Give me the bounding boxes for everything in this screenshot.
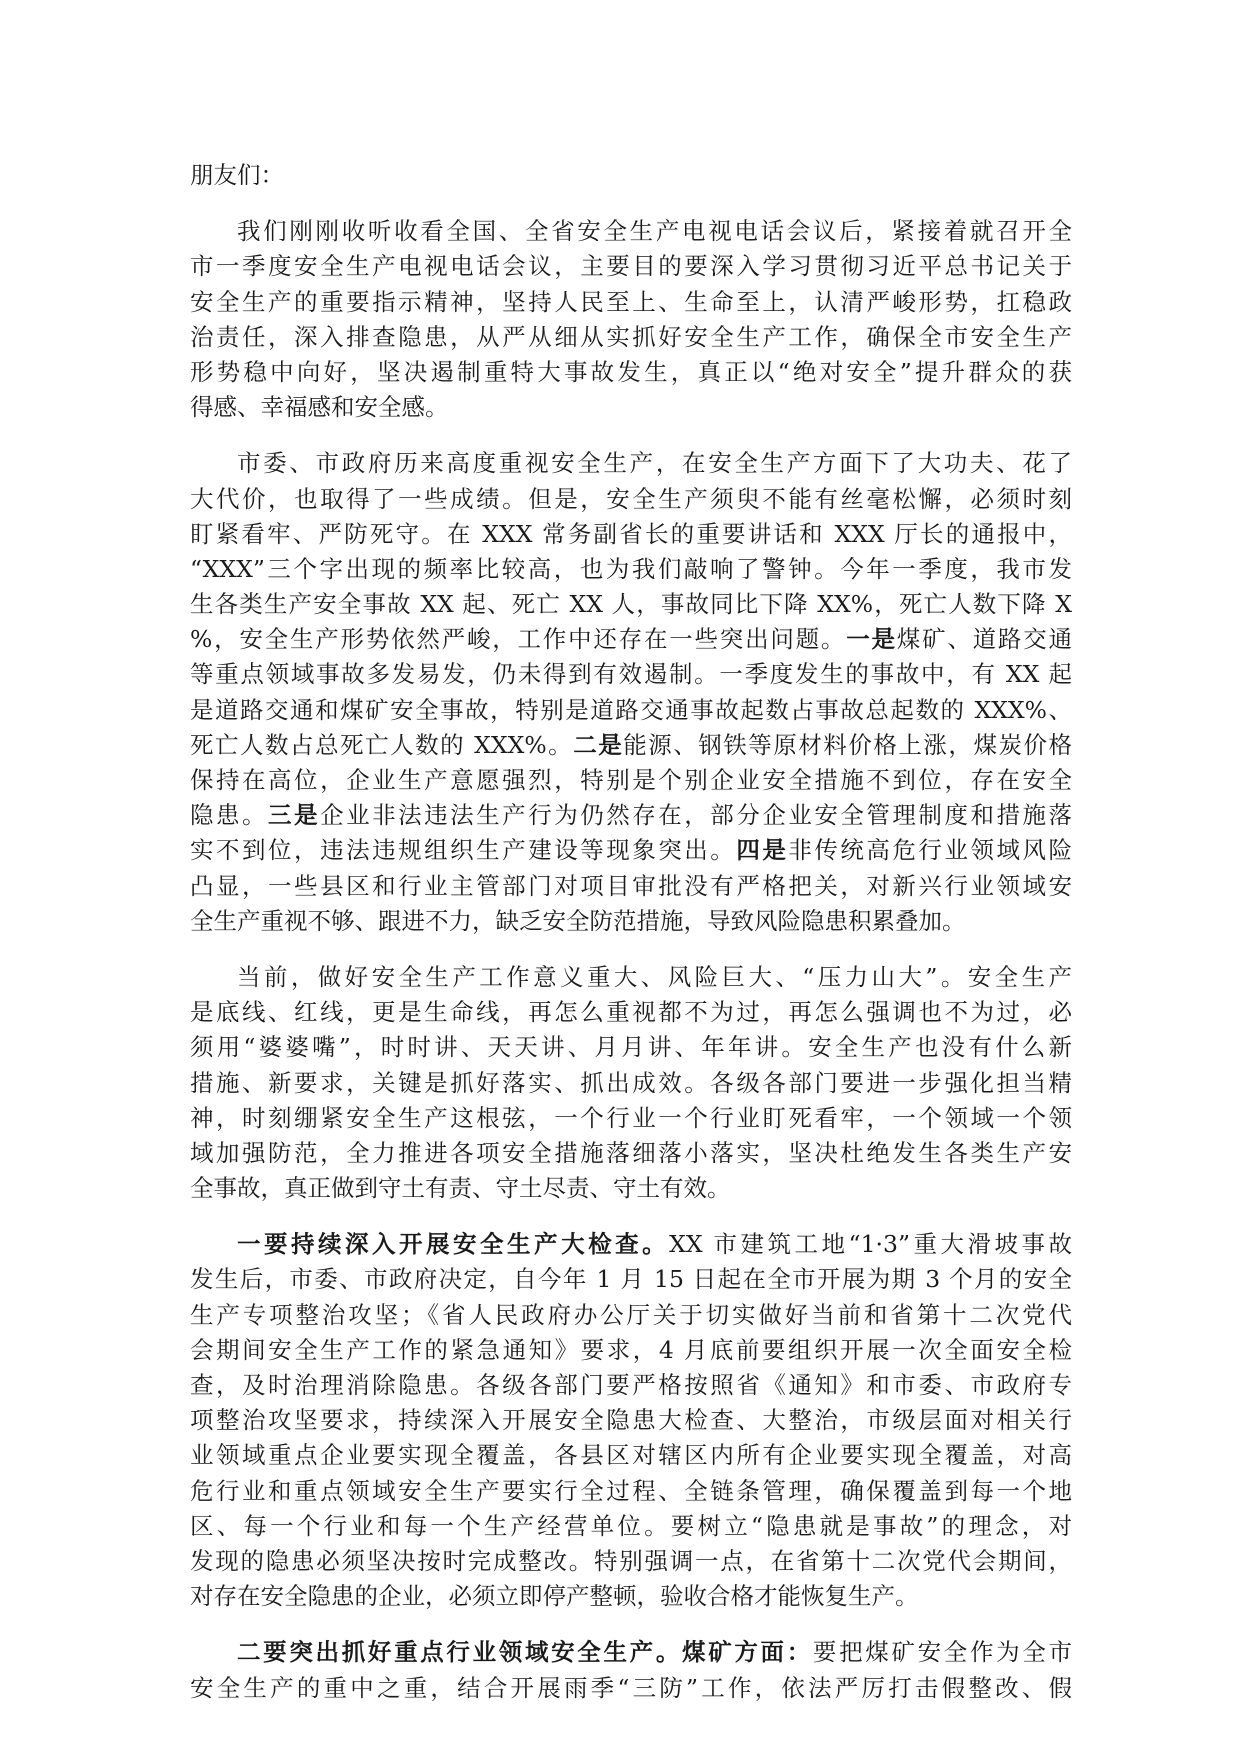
paragraph-line: 发生后，市委、市政府决定，自今年 1 月 15 日起在全市开展为期 3 个月的安全	[190, 1265, 1072, 1294]
paragraph-3	[190, 960, 1072, 1206]
section-heading: 一要持续深入开展安全生产大检查。	[237, 1230, 670, 1259]
paragraph-line	[190, 833, 1072, 868]
paragraph-line: “XXX”三个字出现的频率比较高，也为我们敲响了警钟。今年一季度，我市发	[190, 554, 1072, 583]
bold-marker: 三是	[268, 801, 321, 830]
paragraph-line: 危行业和重点领域安全生产要实行全过程、全链条管理，确保覆盖到每一个地	[190, 1476, 1072, 1505]
document-page	[190, 158, 1072, 1706]
paragraph-line: 我们刚刚收听收看全国、全省安全生产电视电话会议后，紧接着就召开全	[237, 217, 1072, 246]
paragraph-line	[190, 1635, 1072, 1670]
text-segment: 隐患。	[190, 801, 269, 830]
bold-marker: 四是	[736, 836, 789, 865]
paragraph-line: 域加强防范，全力推进各项安全措施落细落小落实，坚决杜绝发生各类生产安	[190, 1138, 1072, 1167]
paragraph-line: 项整治攻坚要求，持续深入开展安全隐患大检查、大整治，市级层面对相关行	[190, 1406, 1072, 1435]
paragraph-line: 发现的隐患必须坚决按时完成整改。特别强调一点，在省第十二次党代会期间，	[190, 1546, 1072, 1575]
paragraph-line	[190, 728, 1072, 763]
paragraph-line: 安全生产的重中之重，结合开展雨季“三防”工作，依法严厉打击假整改、假	[190, 1673, 1072, 1702]
paragraph-line: 查，及时治理消除隐患。各级各部门要严格按照省《通知》和市委、市政府专	[190, 1371, 1072, 1399]
paragraph-line: 大代价，也取得了一些成绩。但是，安全生产须臾不能有丝毫松懈，必须时刻	[190, 484, 1072, 513]
paragraph-line: 区、每一个行业和每一个生产经营单位。要树立“隐患就是事故”的理念，对	[190, 1511, 1072, 1540]
paragraph-line: 得感、幸福感和安全感。	[190, 393, 449, 422]
paragraph-line: 全事故，真正做到守土有责、守土尽责、守土有效。	[190, 1174, 731, 1203]
paragraph-line: 业领域重点企业要实现全覆盖，各县区对辖区内所有企业要实现全覆盖，对高	[190, 1441, 1072, 1470]
paragraph-line	[190, 622, 1072, 657]
paragraph-line	[190, 1227, 1072, 1262]
paragraph-line: 安全生产的重要指示精神，坚持人民至上、生命至上，认清严峻形势，扛稳政	[190, 287, 1072, 316]
paragraph-line: 措施、新要求，关键是抓好落实、抓出成效。各级各部门要进一步强化担当精	[190, 1068, 1072, 1097]
paragraph-line: 是底线、红线，更是生命线，再怎么重视都不为过，再怎么强调也不为过，必	[190, 998, 1072, 1027]
subsection-heading: 煤矿方面：	[682, 1638, 813, 1667]
salutation: 朋友们：	[190, 161, 284, 189]
paragraph-line: 须用“婆婆嘴”，时时讲、天天讲、月月讲、年年讲。安全生产也没有什么新	[190, 1033, 1072, 1062]
text-segment: 能源、钢铁等原材料价格上涨，煤炭价格	[623, 730, 1072, 759]
paragraph-2	[190, 446, 1072, 939]
text-segment: 煤矿、道路交通	[896, 625, 1073, 654]
text-segment: 要把煤矿安全作为全市	[812, 1638, 1073, 1667]
paragraph-line: 凸显，一些县区和行业主管部门对项目审批没有严格把关，对新兴行业领域安	[190, 871, 1072, 900]
section-heading: 二要突出抓好重点行业领域安全生产。	[237, 1638, 683, 1667]
paragraph-line: 神，时刻绷紧安全生产这根弦，一个行业一个行业盯死看牢，一个领域一个领	[190, 1103, 1072, 1132]
text-segment: 非传统高危行业领域风险	[788, 836, 1073, 865]
paragraph-line: 会期间安全生产工作的紧急通知》要求，4 月底前要组织开展一次全面安全检	[190, 1335, 1072, 1364]
paragraph-5	[190, 1635, 1072, 1705]
text-segment: %，安全生产形势依然严峻，工作中还存在一些突出问题。	[190, 625, 847, 654]
paragraph-line: 市一季度安全生产电视电话会议，主要目的要深入学习贯彻习近平总书记关于	[190, 252, 1072, 281]
paragraph-line: 市委、市政府历来高度重视安全生产，在安全生产方面下了大功夫、花了	[237, 449, 1072, 478]
bold-marker: 二是	[573, 730, 624, 759]
paragraph-line: 治责任，深入排查隐患，从严从细从实抓好安全生产工作，确保全市安全生产	[190, 322, 1072, 351]
text-segment: 死亡人数占总死亡人数的 XXX%。	[190, 730, 574, 759]
text-segment: XX 市建筑工地“1·3”重大滑坡事故	[669, 1230, 1072, 1259]
paragraph-line: 生各类生产安全事故 XX 起、死亡 XX 人，事故同比下降 XX%，死亡人数下降 X	[190, 590, 1072, 619]
paragraph-4	[190, 1227, 1072, 1614]
paragraph-line	[190, 798, 1072, 833]
paragraph-line: 是道路交通和煤矿安全事故，特别是道路交通事故起数占事故总起数的 XXX%、	[190, 695, 1072, 724]
paragraph-line: 生产专项整治攻坚；《省人民政府办公厅关于切实做好当前和省第十二次党代	[190, 1300, 1072, 1329]
text-segment: 企业非法违法生产行为仍然存在，部分企业安全管理制度和措施落	[320, 801, 1073, 830]
bold-marker: 一是	[846, 625, 897, 654]
paragraph-line: 等重点领域事故多发易发，仍未得到有效遏制。一季度发生的事故中，有 XX 起	[190, 660, 1072, 689]
paragraph-line: 对存在安全隐患的企业，必须立即停产整顿，验收合格才能恢复生产。	[190, 1582, 919, 1611]
paragraph-line: 当前，做好安全生产工作意义重大、风险巨大、“压力山大”。安全生产	[237, 962, 1072, 991]
paragraph-line: 保持在高位，企业生产意愿强烈，特别是个别企业安全措施不到位，存在安全	[190, 766, 1072, 794]
paragraph-1	[190, 214, 1072, 425]
paragraph-line: 全生产重视不够、跟进不力，缺乏安全防范措施，导致风险隐患积累叠加。	[190, 906, 966, 935]
text-segment: 实不到位，违法违规组织生产建设等现象突出。	[190, 836, 737, 865]
paragraph-line: 盯紧看牢、严防死守。在 XXX 常务副省长的重要讲话和 XXX 厅长的通报中，	[190, 519, 1072, 548]
paragraph-line: 形势稳中向好，坚决遏制重特大事故发生，真正以“绝对安全”提升群众的获	[190, 357, 1072, 386]
